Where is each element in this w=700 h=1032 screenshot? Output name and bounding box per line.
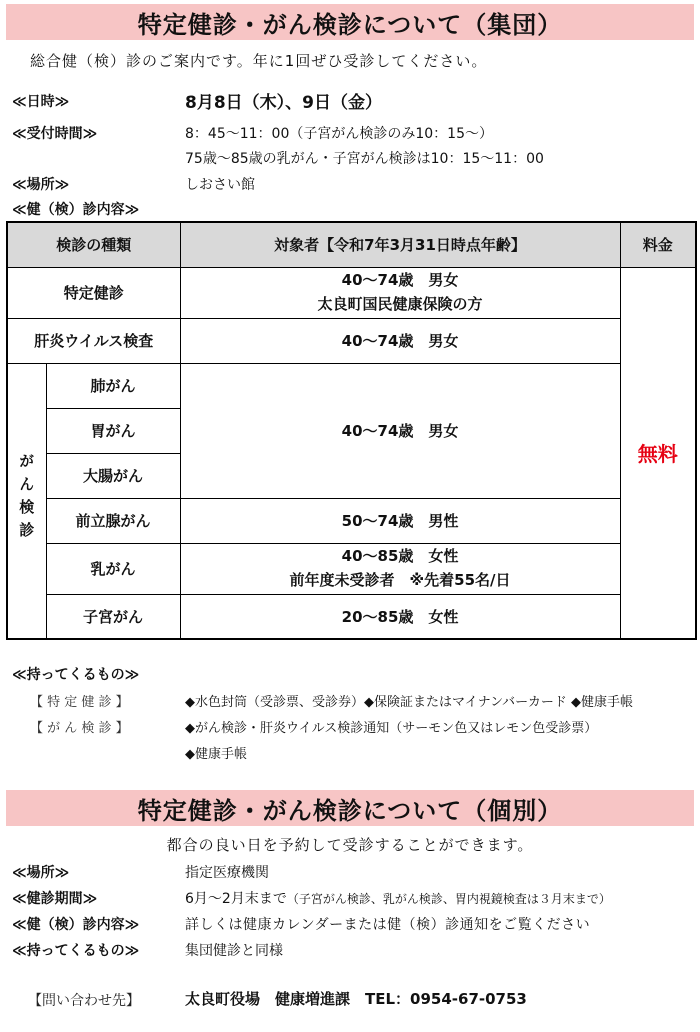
group-intro: 総合健（検）診のご案内です。年に1回ぜひ受診してください。 <box>30 52 488 70</box>
group-title-banner <box>6 4 694 40</box>
table-row <box>7 543 696 594</box>
individual-title-banner <box>6 790 694 826</box>
table-header-row <box>7 222 696 267</box>
date-label: ≪日時≫ <box>12 94 70 110</box>
contact-value: 太良町役場 健康増進課 TEL：0954-67-0753 <box>185 990 527 1008</box>
exam-name-shikyu: 子宮がん <box>46 594 180 639</box>
group-title: 特定健診・がん検診について（集団） <box>137 10 563 39</box>
bring-tokutei-items: ◆水色封筒（受診票、受診券）◆保険証またはマイナンバーカード ◆健康手帳 <box>185 695 634 710</box>
bring-label: ≪持ってくるもの≫ <box>12 667 140 683</box>
exam-name-i: 胃がん <box>46 408 180 453</box>
ind-content-value: 詳しくは健康カレンダーまたは健（検）診通知をご覧ください <box>185 917 591 933</box>
fee-cell <box>620 267 696 639</box>
target-zenritsu: 50～74歳 男性 <box>180 498 620 543</box>
target-tokutei <box>180 267 620 318</box>
ind-place-value: 指定医療機関 <box>185 865 269 881</box>
individual-title: 特定健診・がん検診について（個別） <box>137 796 563 825</box>
place-label: ≪場所≫ <box>12 177 70 193</box>
table-row <box>7 363 696 408</box>
target-hai-i-daicho: 40～74歳 男女 <box>180 363 620 498</box>
table-row <box>7 498 696 543</box>
exam-name-zenritsu: 前立腺がん <box>46 498 180 543</box>
exam-name-tokutei: 特定健診 <box>7 267 180 318</box>
table-row <box>7 594 696 639</box>
reception-line1: 8：45～11：00（子宮がん検診のみ10：15～） <box>185 126 493 142</box>
cancer-group-label: がん検診 <box>17 452 36 545</box>
exam-name-nyu: 乳がん <box>46 543 180 594</box>
table-row <box>7 318 696 363</box>
ind-bring-value: 集団健診と同様 <box>185 943 283 959</box>
header-type: 検診の種類 <box>7 222 180 267</box>
target-nyu-age: 40～85歳 女性 <box>341 547 459 566</box>
ind-content-label: ≪健（検）診内容≫ <box>12 917 140 933</box>
ind-place-label: ≪場所≫ <box>12 865 70 881</box>
exam-name-kanen: 肝炎ウイルス検査 <box>7 318 180 363</box>
target-kanen: 40～74歳 男女 <box>180 318 620 363</box>
fee-free: 無料 <box>637 442 678 467</box>
contact-label: 【問い合わせ先】 <box>28 993 140 1009</box>
exam-name-hai: 肺がん <box>46 363 180 408</box>
exam-table <box>6 221 697 640</box>
target-shikyu: 20～85歳 女性 <box>180 594 620 639</box>
target-tokutei-note: 太良町国民健康保険の方 <box>317 294 483 313</box>
exam-name-daicho: 大腸がん <box>46 453 180 498</box>
content-label: ≪健（検）診内容≫ <box>12 202 140 218</box>
bring-tokutei-label: 【 特 定 健 診 】 <box>30 695 129 710</box>
ind-period-main: 6月～2月末まで <box>185 891 287 907</box>
ind-bring-label: ≪持ってくるもの≫ <box>12 943 140 959</box>
bring-gan-items1: ◆がん検診・肝炎ウイルス検診通知（サーモン色又はレモン色受診票） <box>185 721 598 736</box>
ind-period-note: （子宮がん検診、乳がん検診、胃内視鏡検査は３月末まで） <box>286 892 611 906</box>
place-value: しおさい館 <box>185 177 255 193</box>
ind-period-label: ≪健診期間≫ <box>12 891 98 907</box>
header-fee: 料金 <box>620 222 696 267</box>
reception-line2: 75歳～85歳の乳がん・子宮がん検診は10：15～11：00 <box>185 151 544 167</box>
reception-label: ≪受付時間≫ <box>12 126 98 142</box>
header-target: 対象者【令和7年3月31日時点年齢】 <box>180 222 620 267</box>
bring-gan-label: 【 が ん 検 診 】 <box>30 721 129 736</box>
target-tokutei-age: 40～74歳 男女 <box>341 271 459 290</box>
target-nyu-note: 前年度未受診者 ※先着55名/日 <box>289 570 511 589</box>
bring-gan-items2: ◆健康手帳 <box>185 747 247 762</box>
cancer-group-cell <box>7 363 46 639</box>
date-value: 8月8日（木）、9日（金） <box>185 93 382 113</box>
table-row <box>7 267 696 318</box>
individual-intro: 都合の良い日を予約して受診することができます。 <box>166 836 534 854</box>
ind-period-value <box>185 888 611 908</box>
target-nyu <box>180 543 620 594</box>
